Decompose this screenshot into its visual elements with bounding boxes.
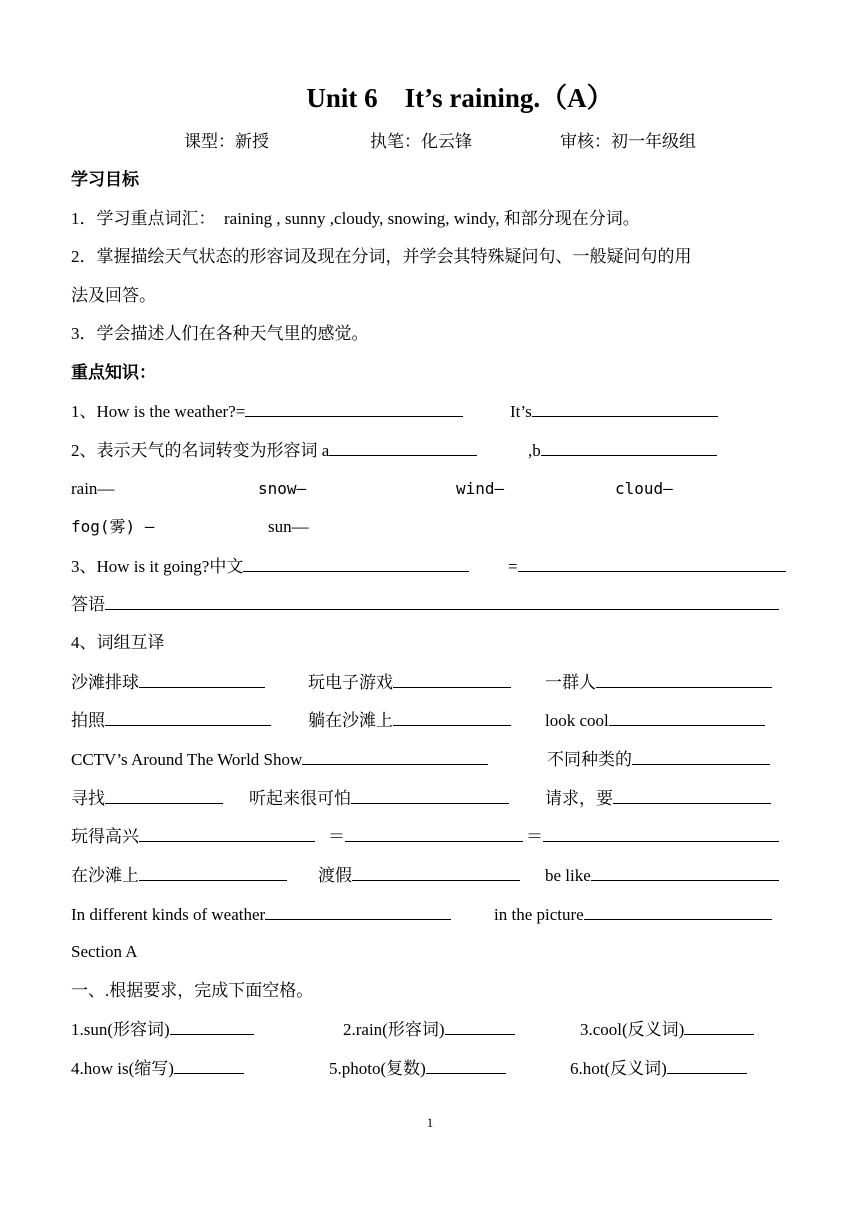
key-q3-label-2: = — [508, 557, 518, 576]
lesson-type: 课型：新授 — [184, 132, 269, 151]
phrase-take-photos: 拍照 — [71, 711, 105, 730]
goal-2-line1: 2．掌握描绘天气状态的形容词及现在分词，并学会其特殊疑问句、一般疑问句的用 — [71, 247, 692, 266]
exercise-1-blank[interactable] — [170, 1017, 254, 1035]
phrase-beach-volleyball: 沙滩排球 — [71, 673, 139, 692]
section-a-heading: Section A — [71, 942, 138, 961]
exercise-3-label: 3.cool(反义词) — [580, 1020, 685, 1039]
lesson-reviewer: 审核：初一年级组 — [560, 132, 696, 151]
page-number: 1 — [426, 1115, 434, 1130]
key-q1-blank-2[interactable] — [532, 399, 718, 417]
phrase-blank[interactable] — [105, 786, 223, 804]
word-wind: wind— — [456, 479, 505, 498]
exercise-4-blank[interactable] — [174, 1056, 244, 1074]
exercise-5-blank[interactable] — [426, 1056, 506, 1074]
phrase-blank[interactable] — [352, 863, 520, 881]
phrase-blank[interactable] — [139, 670, 265, 688]
phrase-blank[interactable] — [345, 824, 523, 842]
phrase-lie-on-beach: 躺在沙滩上 — [308, 711, 393, 730]
phrase-blank[interactable] — [584, 902, 772, 920]
exercise-2-label: 2.rain(形容词) — [343, 1020, 445, 1039]
exercise-1-label: 1.sun(形容词) — [71, 1020, 170, 1039]
phrase-blank[interactable] — [139, 863, 287, 881]
answer-blank[interactable] — [105, 592, 779, 610]
equals-sign: ＝ — [328, 827, 345, 846]
answer-label: 答语 — [71, 595, 105, 614]
section-a-instruction: 一、.根据要求，完成下面空格。 — [71, 981, 314, 1000]
page-title: Unit 6 It’s raining.（A） — [306, 83, 614, 113]
phrase-blank[interactable] — [265, 902, 451, 920]
key-q3-blank-1[interactable] — [243, 554, 469, 572]
word-snow: snow— — [258, 479, 307, 498]
goals-heading: 学习目标 — [71, 170, 139, 189]
key-q3-label: 3、How is it going?中文 — [71, 557, 244, 576]
key-heading: 重点知识： — [71, 363, 156, 382]
phrase-blank[interactable] — [302, 747, 488, 765]
key-q1-label: 1、How is the weather?= — [71, 402, 246, 421]
key-q2-label-b: ,b — [528, 441, 541, 460]
phrase-blank[interactable] — [543, 824, 779, 842]
key-q2-label: 2、表示天气的名词转变为形容词 a — [71, 441, 330, 460]
lesson-writer: 执笔：化云锋 — [370, 132, 472, 151]
key-q2-blank-b[interactable] — [541, 438, 717, 456]
phrase-translation-heading: 4、词组互译 — [71, 633, 165, 652]
phrase-cctv-show: CCTV’s Around The World Show — [71, 750, 303, 769]
goal-1: 1．学习重点词汇： raining , sunny ,cloudy, snowing, windy, 和部分现在分词。 — [71, 209, 640, 228]
phrase-blank[interactable] — [139, 824, 315, 842]
word-sun: sun— — [268, 517, 309, 536]
phrase-different-weather: In different kinds of weather — [71, 905, 266, 924]
phrase-look-for: 寻找 — [71, 789, 105, 808]
phrase-blank[interactable] — [613, 786, 771, 804]
goal-2-line2: 法及回答。 — [71, 286, 156, 305]
phrase-group-of-people: 一群人 — [545, 673, 596, 692]
phrase-ask-for: 请求，要 — [545, 789, 613, 808]
key-q3-blank-2[interactable] — [518, 554, 786, 572]
phrase-play-games: 玩电子游戏 — [308, 673, 393, 692]
exercise-6-label: 6.hot(反义词) — [570, 1059, 667, 1078]
goal-3: 3．学会描述人们在各种天气里的感觉。 — [71, 324, 369, 343]
phrase-blank[interactable] — [351, 786, 509, 804]
exercise-4-label: 4.how is(缩写) — [71, 1059, 174, 1078]
phrase-be-like: be like — [545, 866, 591, 885]
exercise-5-label: 5.photo(复数) — [329, 1059, 426, 1078]
phrase-different-kinds: 不同种类的 — [547, 750, 632, 769]
exercise-6-blank[interactable] — [667, 1056, 747, 1074]
exercise-2-blank[interactable] — [445, 1017, 515, 1035]
phrase-blank[interactable] — [393, 708, 511, 726]
phrase-blank[interactable] — [105, 708, 271, 726]
word-fog: fog(雾) — — [71, 517, 155, 536]
phrase-blank[interactable] — [596, 670, 772, 688]
phrase-blank[interactable] — [632, 747, 770, 765]
phrase-sounds-terrible: 听起来很可怕 — [249, 789, 351, 808]
key-q1-label-2: It’s — [510, 402, 532, 421]
equals-sign: ＝ — [526, 827, 543, 846]
word-rain: rain— — [71, 479, 115, 498]
key-q2-blank-a[interactable] — [329, 438, 477, 456]
exercise-3-blank[interactable] — [684, 1017, 754, 1035]
key-q1-blank-1[interactable] — [245, 399, 463, 417]
phrase-blank[interactable] — [591, 863, 779, 881]
phrase-blank[interactable] — [609, 708, 765, 726]
phrase-have-fun: 玩得高兴 — [71, 827, 139, 846]
phrase-in-the-picture: in the picture — [494, 905, 584, 924]
phrase-blank[interactable] — [393, 670, 511, 688]
phrase-on-vacation: 渡假 — [318, 866, 352, 885]
word-cloud: cloud— — [615, 479, 673, 498]
phrase-on-the-beach: 在沙滩上 — [71, 866, 139, 885]
phrase-look-cool: look cool — [545, 711, 609, 730]
